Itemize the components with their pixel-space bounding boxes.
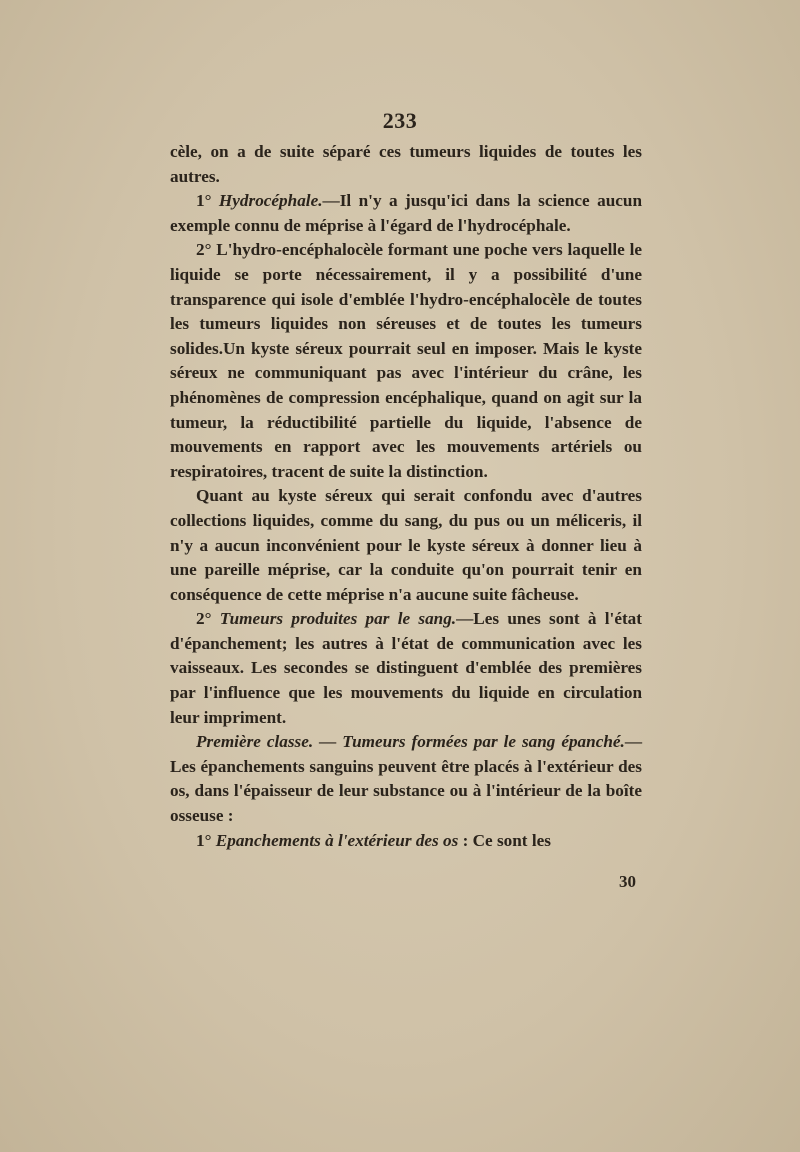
paragraph-text: : Ce sont les bbox=[458, 830, 551, 850]
paragraph-heading: Tumeurs produites par le sang. bbox=[219, 609, 457, 629]
paragraph bbox=[170, 189, 642, 238]
paragraph-text: —Les unes sont à l'état d'épanchement; les autres à l'état de communication avec les vaisseaux. Les secondes se distinguent d'emblée des premières par l'influence que les mouvements du liquide en circulation leur impriment. bbox=[170, 609, 642, 727]
paragraph bbox=[170, 607, 642, 730]
signature-mark: 30 bbox=[619, 872, 636, 891]
paragraph-heading: Epanchements à l'extérieur des os bbox=[215, 830, 459, 850]
paragraph-heading: Hydrocéphale. bbox=[218, 191, 323, 211]
paragraph bbox=[170, 829, 642, 854]
page-number: 233 bbox=[382, 108, 418, 133]
paragraph-text: cèle, on a de suite séparé ces tumeurs liquides de toutes les autres. bbox=[170, 142, 642, 186]
paragraph-text: Quant au kyste séreux qui serait confondu avec d'autres collections liquides, comme du sang, du pus ou un méliceris, il n'y a aucun inconvénient pour le kyste séreux à donner lieu à une pareille méprise, car la conduite qu'on pourrait tenir en conséquence de cette méprise n'a aucune suite fâcheuse. bbox=[170, 486, 642, 604]
paragraph-lead: 1° bbox=[196, 191, 219, 211]
paragraph bbox=[170, 140, 642, 189]
paragraph bbox=[170, 484, 642, 607]
paragraph-lead: 2° bbox=[196, 609, 220, 629]
body-text bbox=[170, 140, 642, 853]
paragraph-lead: 1° bbox=[196, 830, 216, 850]
paragraph bbox=[170, 238, 642, 484]
paragraph bbox=[170, 730, 642, 828]
paragraph-heading: Première classe. — Tumeurs formées par le sang épanché. bbox=[196, 732, 625, 752]
paragraph-text: — Les épanchements sanguins peuvent être placés à l'extérieur des os, dans l'épaisseur de leur substance ou à l'intérieur de la boîte osseuse : bbox=[170, 732, 642, 826]
paragraph-text: 2° L'hydro-encéphalocèle formant une poche vers laquelle le liquide se porte nécessairement, il y a possibilité d'une transparence qui isole d'emblée l'hydro-encéphalocèle de toutes les tumeurs liquides non séreuses et de toutes les tumeurs solides.Un kyste séreux pourrait seul en imposer. Mais le kyste séreux ne communiquant pas avec l'intérieur du crâne, les phénomènes de compression encéphalique, quand on agit sur la tumeur, la réductibilité partielle du liquide, l'absence de mouvements en rapport avec les mouvements artériels ou respiratoires, tracent de suite la distinction. bbox=[170, 240, 642, 481]
paragraph-text: —Il n'y a jusqu'ici dans la science aucun exemple connu de méprise à l'égard de l'hydrocéphale. bbox=[170, 191, 643, 235]
